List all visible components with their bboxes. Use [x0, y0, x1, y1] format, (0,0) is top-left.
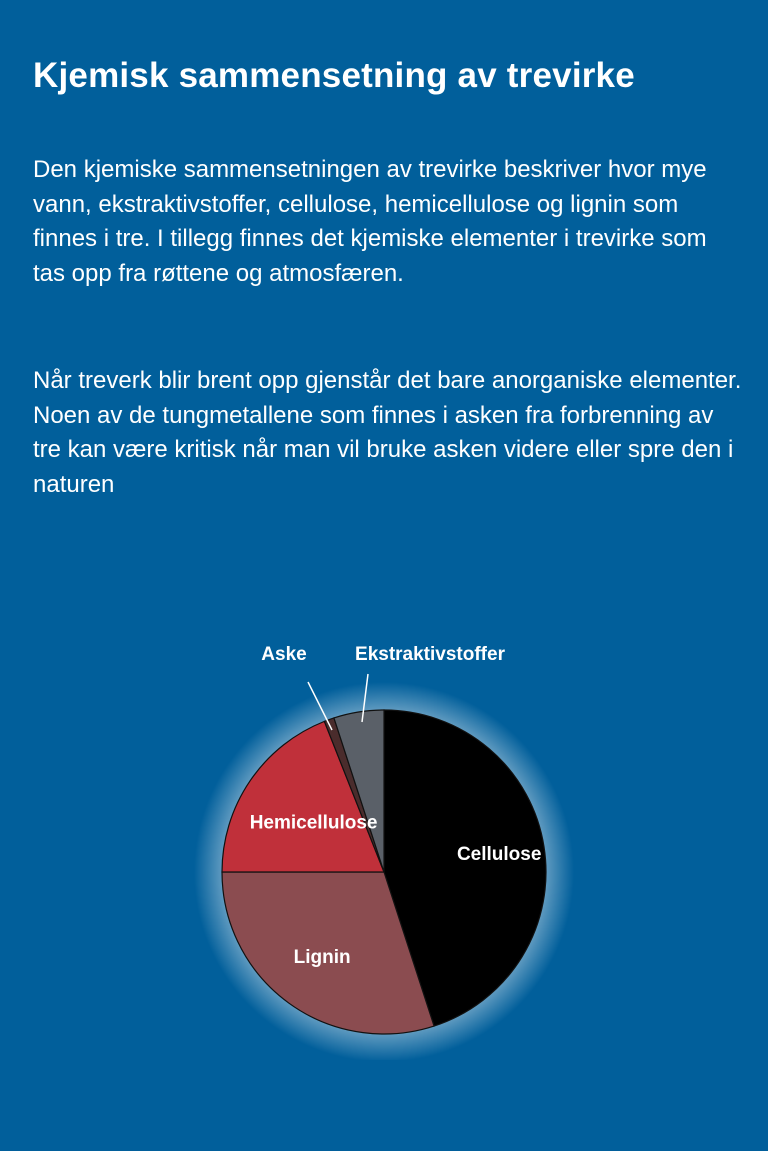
- intro-paragraph: Den kjemiske sammensetningen av trevirke beskriver hvor mye vann, ekstraktivstoffer, cellulose, hemicellulose og lignin som finnes i tre. I tillegg finnes det kjemiske elementer i trevirke som tas opp fra røttene og atmosfæren.: [33, 156, 707, 287]
- slice-label-cellulose: Cellulose: [456, 843, 542, 865]
- slice-label-hemicellulose: Hemicellulose: [249, 812, 378, 834]
- slice-label-aske: Aske: [261, 644, 307, 665]
- slice-label-ekstraktivstoffer: Ekstraktivstoffer: [355, 644, 505, 665]
- ash-paragraph: Når treverk blir brent opp gjenstår det bare anorganiske elementer. Noen av de tungmetallene som finnes i asken fra forbrenning av tre kan være kritisk når man vil bruke asken videre eller spre den i naturen: [33, 367, 742, 498]
- pie-chart: [0, 600, 768, 1060]
- slice-label-lignin: Lignin: [293, 947, 351, 969]
- page-title: Kjemisk sammensetning av trevirke: [33, 56, 635, 95]
